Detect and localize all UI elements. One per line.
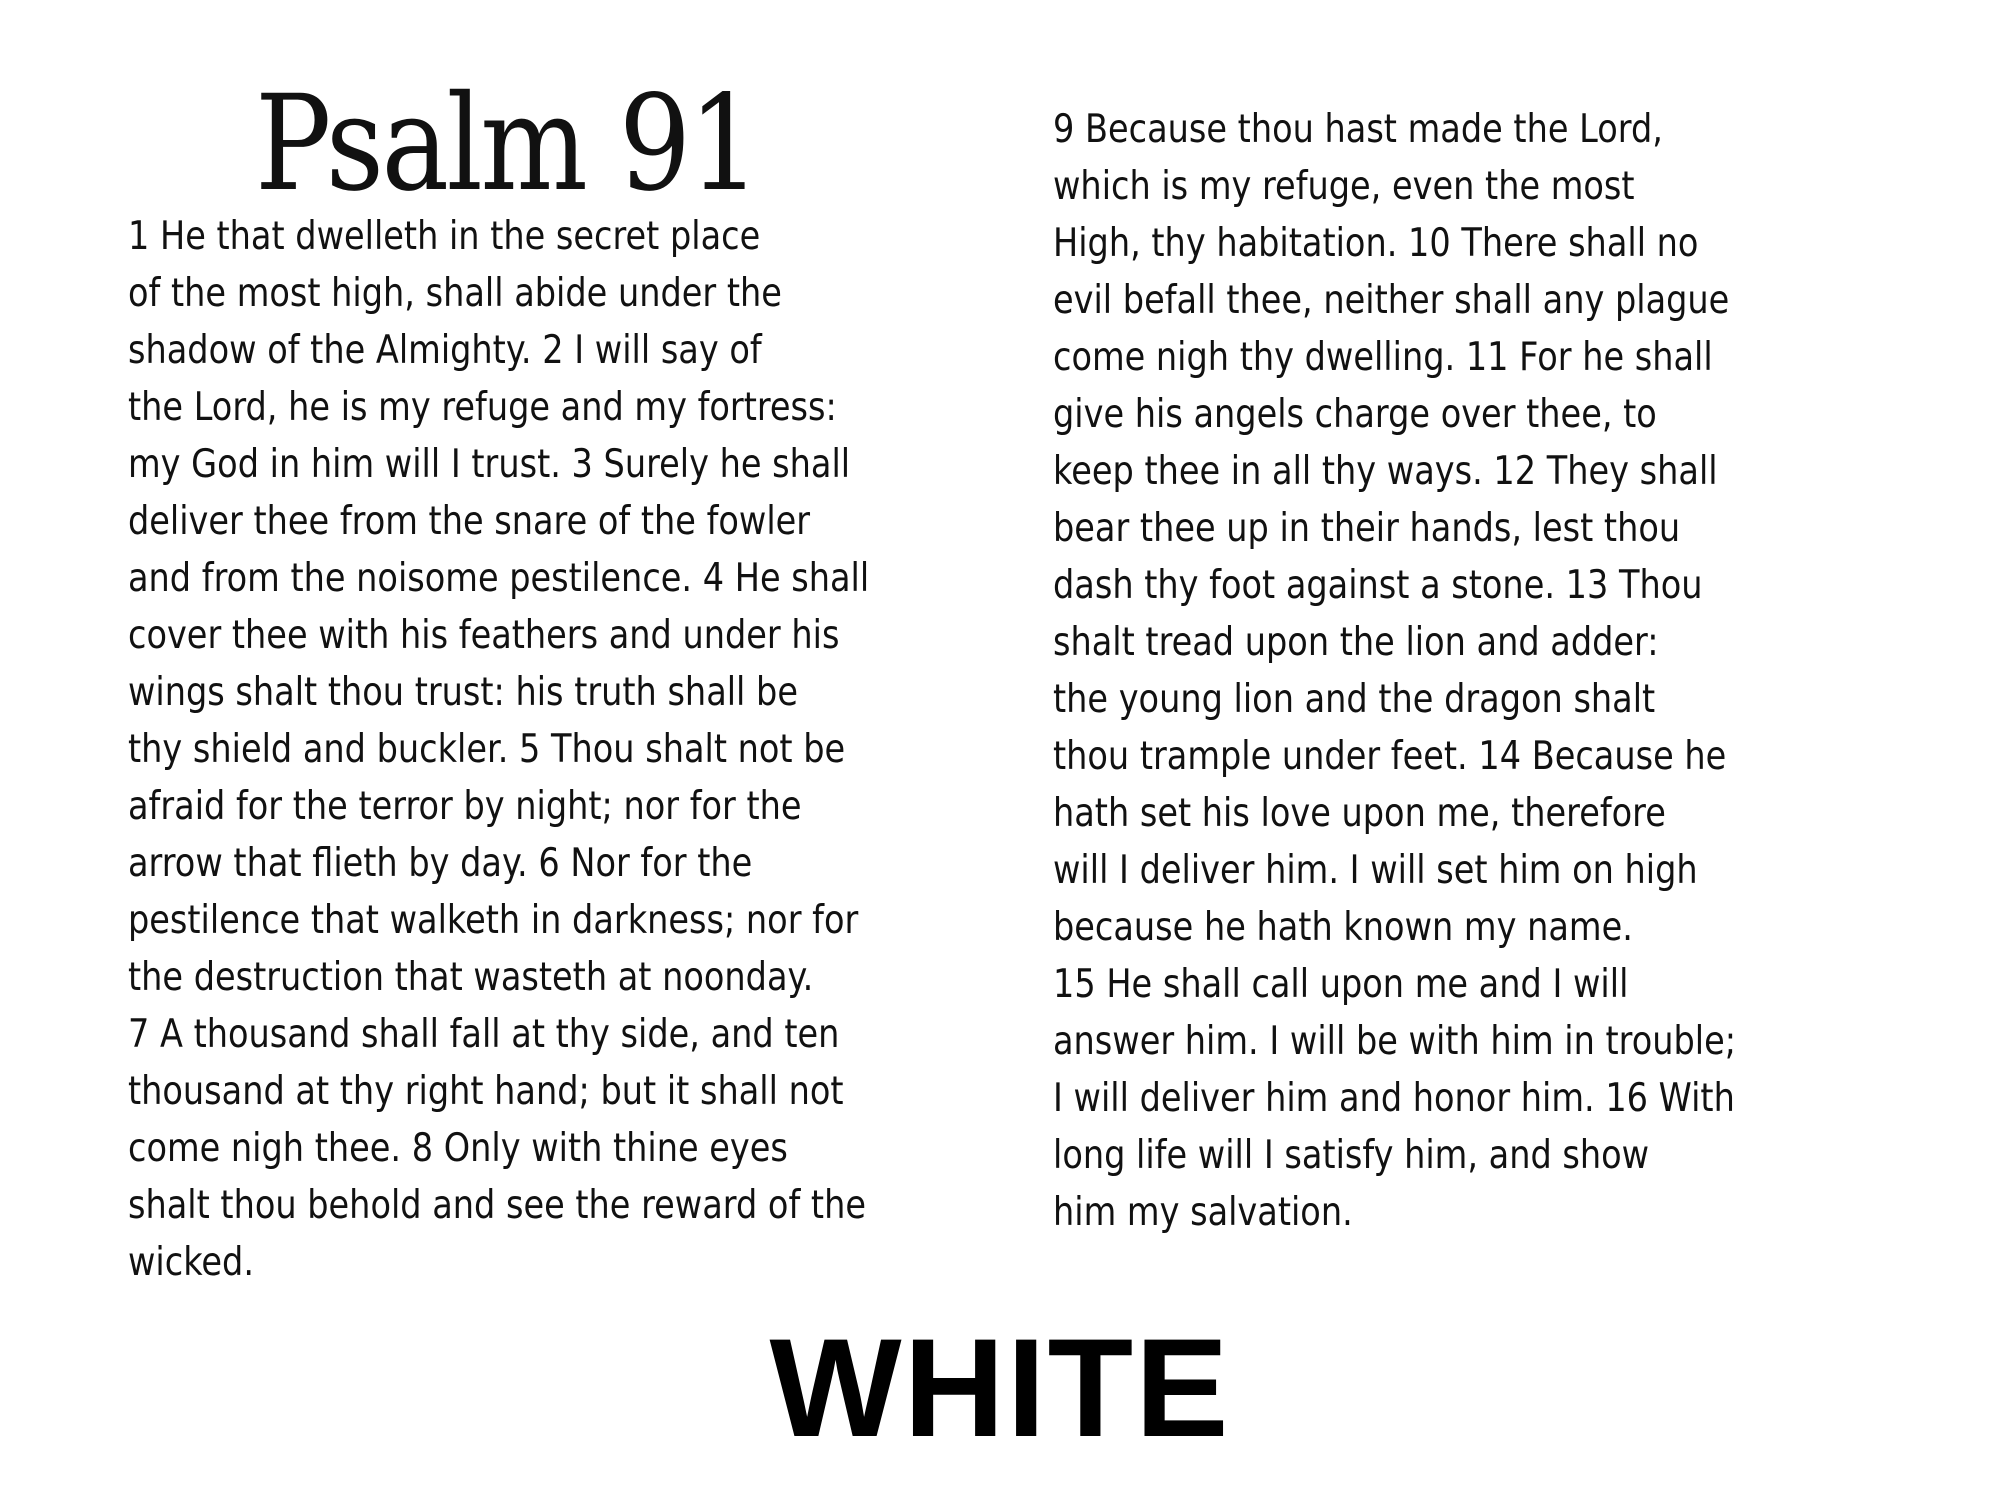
text-line: answer him. I will be with him in trouble; <box>1053 1019 1737 1064</box>
text-line: arrow that flieth by day. 6 Nor for the <box>128 841 753 886</box>
text-line: wicked. <box>128 1240 255 1285</box>
text-line: 15 He shall call upon me and I will <box>1053 962 1629 1007</box>
text-line: thousand at thy right hand; but it shall not <box>128 1069 844 1114</box>
text-line: cover thee with his feathers and under his <box>128 613 840 658</box>
text-line: 1 He that dwelleth in the secret place <box>128 214 761 259</box>
text-line: and from the noisome pestilence. 4 He shall <box>128 556 870 601</box>
text-line: shalt tread upon the lion and adder: <box>1053 620 1659 665</box>
page-title: Psalm 91 <box>255 67 759 221</box>
text-line: of the most high, shall abide under the <box>128 271 782 316</box>
text-line: High, thy habitation. 10 There shall no <box>1053 221 1699 266</box>
text-line: bear thee up in their hands, lest thou <box>1053 506 1681 551</box>
text-line: my God in him will I trust. 3 Surely he shall <box>128 442 851 487</box>
left-text-column <box>128 208 1008 1291</box>
text-line: come nigh thy dwelling. 11 For he shall <box>1053 335 1713 380</box>
text-line: which is my refuge, even the most <box>1053 164 1635 209</box>
text-line: hath set his love upon me, therefore <box>1053 791 1666 836</box>
text-line: shadow of the Almighty. 2 I will say of <box>128 328 762 373</box>
text-line: shalt thou behold and see the reward of the <box>128 1183 866 1228</box>
text-line: give his angels charge over thee, to <box>1053 392 1657 437</box>
text-line: keep thee in all thy ways. 12 They shall <box>1053 449 1718 494</box>
text-line: 9 Because thou hast made the Lord, <box>1053 107 1663 152</box>
text-line: thou trample under feet. 14 Because he <box>1053 734 1727 779</box>
text-line: because he hath known my name. <box>1053 905 1633 950</box>
text-line: thy shield and buckler. 5 Thou shalt not be <box>128 727 846 772</box>
text-line: afraid for the terror by night; nor for the <box>128 784 802 829</box>
text-line: pestilence that walketh in darkness; nor for <box>128 898 859 943</box>
footer-label: WHITE <box>769 1309 1231 1466</box>
text-line: dash thy foot against a stone. 13 Thou <box>1053 563 1703 608</box>
text-line: will I deliver him. I will set him on high <box>1053 848 1698 893</box>
right-text-column <box>1053 101 1933 1241</box>
text-line: the Lord, he is my refuge and my fortress: <box>128 385 837 430</box>
text-line: wings shalt thou trust: his truth shall be <box>128 670 798 715</box>
text-line: evil befall thee, neither shall any plague <box>1053 278 1730 323</box>
text-line: the destruction that wasteth at noonday. <box>128 955 814 1000</box>
text-line: the young lion and the dragon shalt <box>1053 677 1656 722</box>
text-line: come nigh thee. 8 Only with thine eyes <box>128 1126 788 1171</box>
text-line: 7 A thousand shall fall at thy side, and ten <box>128 1012 840 1057</box>
text-line: long life will I satisfy him, and show <box>1053 1133 1650 1178</box>
text-line: I will deliver him and honor him. 16 With <box>1053 1076 1735 1121</box>
text-line: deliver thee from the snare of the fowler <box>128 499 811 544</box>
text-line: him my salvation. <box>1053 1190 1353 1235</box>
